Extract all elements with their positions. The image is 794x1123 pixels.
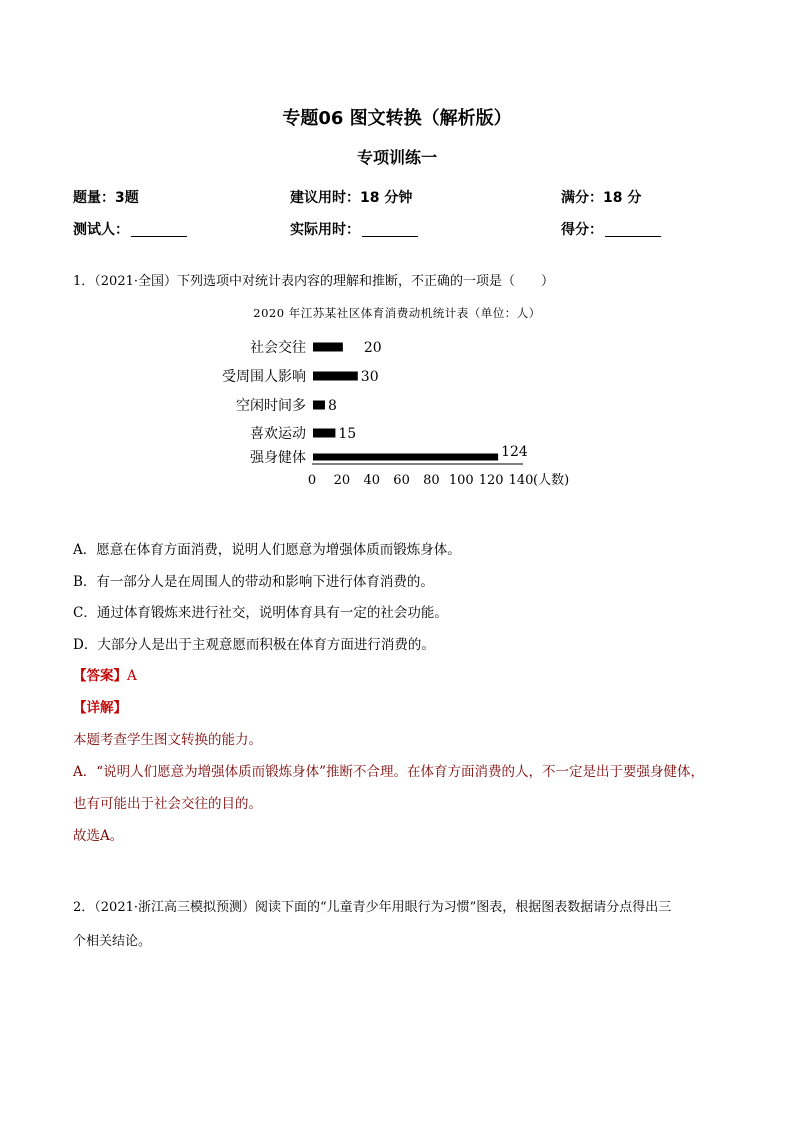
option-b: B．有一部分人是在周围人的带动和影响下进行体育消费的。 (73, 574, 434, 590)
bar (313, 401, 325, 410)
detail-line-1: A．“说明人们愿意为增强体质而锻炼身体”推断不合理。在体育方面消费的人，不一定是出于要强身健体， (73, 764, 705, 780)
x-tick-label: 120 (478, 473, 504, 488)
meta-score-label: 得分： (561, 222, 603, 238)
score-blank[interactable] (605, 222, 661, 237)
detail-tag: 【详解】 (73, 700, 127, 716)
chart-title: 2020 年江苏某社区体育消费动机统计表（单位：人） (253, 306, 541, 320)
question-1-stem: 1．（2021·全国）下列选项中对统计表内容的理解和推断，不正确的一项是（ ） (73, 274, 554, 289)
category-label: 强身健体 (250, 450, 306, 466)
x-tick-label: 80 (423, 473, 440, 488)
meta-count: 题量：3题 (73, 190, 139, 206)
answer-row (73, 664, 137, 684)
option-c: C．通过体育锻炼来进行社交，说明体育具有一定的社会功能。 (73, 605, 448, 621)
category-label: 社会交往 (250, 340, 306, 356)
category-label: 受周围人影响 (222, 369, 306, 385)
detail-line-2: 也有可能出于社会交往的目的。 (73, 796, 262, 812)
detail-conclusion: 故选A。 (73, 828, 124, 844)
data-label: 20 (363, 340, 382, 356)
category-label: 喜欢运动 (250, 426, 306, 442)
data-label: 8 (327, 398, 337, 414)
answer-value: A (127, 668, 137, 684)
bar (313, 429, 335, 438)
x-tick-label: 60 (393, 473, 410, 488)
answer-tag: 【答案】 (73, 668, 127, 684)
meta-full-score: 满分：18 分 (561, 190, 642, 206)
x-tick-label: 140 (508, 473, 534, 488)
bar-chart (0, 325, 794, 505)
page-subtitle: 专项训练一 (356, 148, 437, 167)
meta-actual-time-label: 实际用时： (290, 222, 360, 238)
meta-suggested-time: 建议用时：18 分钟 (290, 190, 413, 206)
tester-blank[interactable] (131, 222, 187, 237)
meta-score-row (561, 219, 661, 239)
data-label: 124 (501, 444, 528, 460)
meta-tester-label: 测试人： (73, 222, 129, 238)
actual-time-blank[interactable] (362, 222, 418, 237)
page-title: 专题06 图文转换（解析版） (282, 108, 512, 129)
category-label: 空闲时间多 (236, 398, 306, 414)
question-2-line-1: 2．（2021·浙江高三模拟预测）阅读下面的“儿童青少年用眼行为习惯”图表，根据图表数据请分点得出三 (73, 900, 672, 915)
meta-actual-time-row (290, 219, 418, 239)
question-2-line-2: 个相关结论。 (73, 934, 152, 949)
x-tick-label: 0 (307, 473, 317, 488)
detail-intro: 本题考查学生图文转换的能力。 (73, 732, 262, 748)
option-a: A．愿意在体育方面消费，说明人们愿意为增强体质而锻炼身体。 (73, 542, 461, 558)
meta-tester-row (73, 219, 187, 239)
bar (313, 454, 498, 461)
data-label: 30 (360, 369, 379, 385)
x-axis-label: (人数) (533, 473, 570, 488)
bar (313, 343, 343, 352)
data-label: 15 (338, 426, 357, 442)
x-tick-label: 100 (448, 473, 474, 488)
x-tick-label: 20 (333, 473, 351, 488)
x-tick-label: 40 (363, 473, 380, 488)
option-d: D．大部分人是出于主观意愿而积极在体育方面进行消费的。 (73, 637, 435, 653)
bar (313, 372, 358, 381)
